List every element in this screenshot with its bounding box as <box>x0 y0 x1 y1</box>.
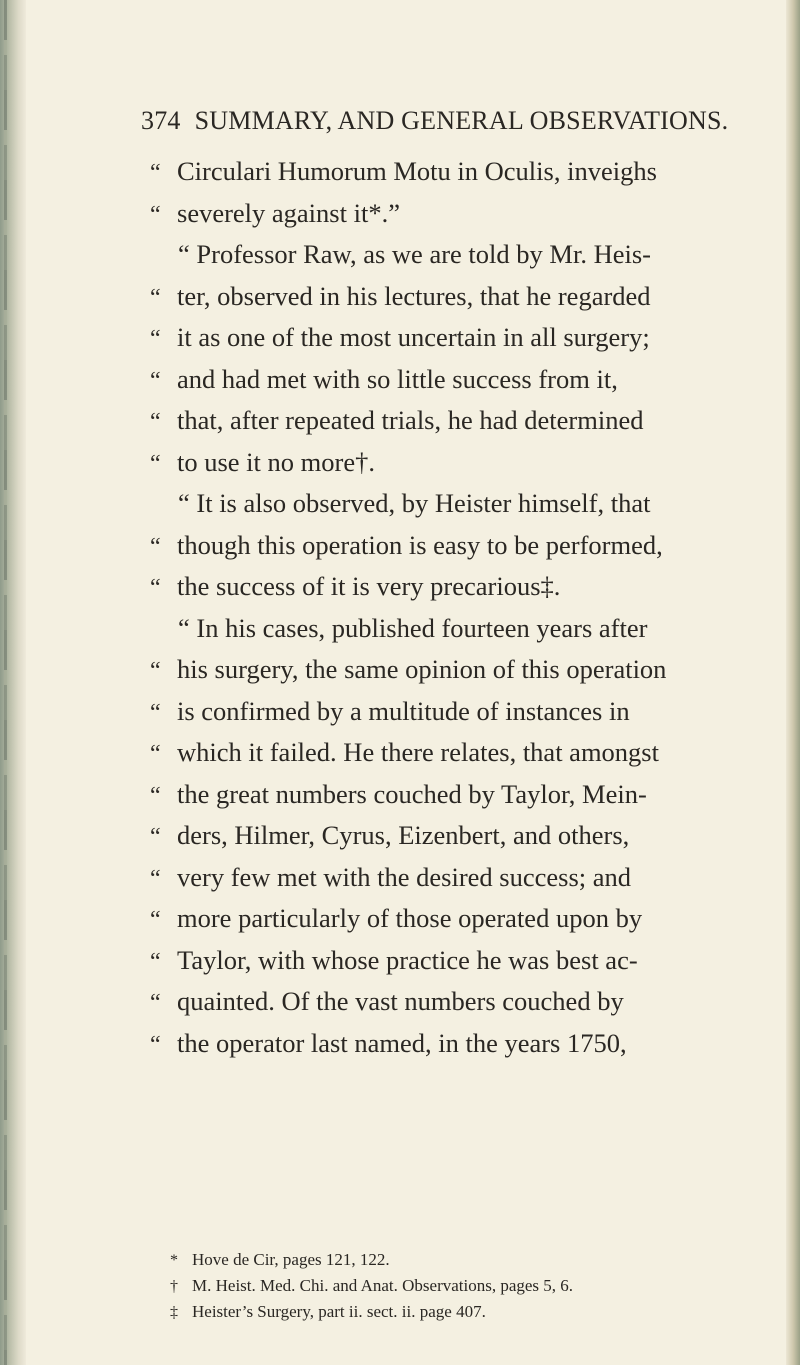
running-title: SUMMARY, AND GENERAL OBSERVATIONS. <box>194 106 729 135</box>
line-text: “ Professor Raw, as we are told by Mr. Heis- <box>178 239 651 269</box>
quote-mark: “ <box>150 450 161 477</box>
book-spine-shadow <box>0 0 26 1365</box>
text-line <box>150 774 770 816</box>
quote-mark: “ <box>150 284 161 311</box>
text-line <box>150 940 770 982</box>
quote-mark: “ <box>150 326 161 352</box>
quote-mark: “ <box>150 367 161 394</box>
quote-mark: “ <box>150 948 161 975</box>
text-line <box>150 1023 770 1065</box>
line-text: to use it no more†. <box>177 446 375 477</box>
quote-mark: “ <box>150 533 161 560</box>
text-line <box>150 525 770 567</box>
line-text: Taylor, with whose practice he was best ac- <box>177 944 638 975</box>
footnote <box>170 1273 770 1299</box>
line-text: though this operation is easy to be performed, <box>177 529 663 560</box>
text-line <box>150 691 770 733</box>
line-text: that, after repeated trials, he had determined <box>177 405 644 435</box>
footnote-mark: † <box>170 1278 178 1295</box>
text-line <box>150 649 770 691</box>
footnotes <box>170 1247 770 1325</box>
text-line <box>150 857 770 899</box>
text-line <box>150 317 770 359</box>
quote-mark: “ <box>150 699 161 726</box>
line-text: very few met with the desired success; and <box>177 861 632 892</box>
text-line <box>150 400 770 442</box>
line-text: ter, observed in his lectures, that he regarded <box>177 280 651 311</box>
text-line <box>150 898 770 940</box>
body-text <box>150 151 770 1064</box>
line-text: quainted. Of the vast numbers couched by <box>177 986 624 1016</box>
line-text: the success of it is very precarious‡. <box>177 571 561 601</box>
line-text: which it failed. He there relates, that amongst <box>177 737 659 767</box>
page-edge <box>786 0 800 1365</box>
text-line <box>150 732 770 774</box>
line-text: and had met with so little success from it, <box>177 363 618 394</box>
quote-mark: “ <box>150 160 161 186</box>
text-line <box>150 359 770 401</box>
quote-mark: “ <box>150 1031 161 1058</box>
quote-mark: “ <box>150 741 161 767</box>
text-line <box>150 566 770 608</box>
running-header <box>141 106 728 136</box>
quote-mark: “ <box>150 865 161 892</box>
quote-mark: “ <box>150 409 161 435</box>
line-text: his surgery, the same opinion of this operation <box>177 654 667 684</box>
line-text: severely against it*.” <box>177 197 400 228</box>
line-text: it as one of the most uncertain in all surgery; <box>177 322 650 352</box>
text-line <box>150 483 770 525</box>
quote-mark: “ <box>150 907 161 933</box>
text-line <box>150 234 770 276</box>
line-text: Circulari Humorum Motu in Oculis, inveighs <box>177 156 657 186</box>
text-line <box>150 193 770 235</box>
footnote <box>170 1299 770 1325</box>
text-line <box>150 442 770 484</box>
line-text: the operator last named, in the years 1750, <box>177 1027 627 1058</box>
line-text: “ In his cases, published fourteen years after <box>178 612 648 643</box>
line-text: “ It is also observed, by Heister himself, that <box>178 488 651 518</box>
text-line <box>150 981 770 1023</box>
footnote-mark: ‡ <box>170 1304 178 1321</box>
text-line <box>150 815 770 857</box>
page-number: 374 <box>141 106 181 135</box>
text-line <box>150 608 770 650</box>
quote-mark: “ <box>150 824 161 850</box>
quote-mark: “ <box>150 201 161 228</box>
footnote-text: Hove de Cir, pages 121, 122. <box>192 1250 390 1269</box>
footnote-text: Heister’s Surgery, part ii. sect. ii. page 407. <box>192 1302 486 1321</box>
quote-mark: “ <box>150 782 161 809</box>
line-text: is confirmed by a multitude of instances in <box>177 695 630 726</box>
footnote-text: M. Heist. Med. Chi. and Anat. Observations, pages 5, 6. <box>192 1276 574 1295</box>
line-text: ders, Hilmer, Cyrus, Eizenbert, and others, <box>177 820 630 850</box>
footnote-mark: * <box>170 1252 178 1269</box>
quote-mark: “ <box>150 575 161 601</box>
quote-mark: “ <box>150 658 161 684</box>
line-text: more particularly of those operated upon by <box>177 903 643 933</box>
footnote <box>170 1247 770 1273</box>
quote-mark: “ <box>150 990 161 1016</box>
line-text: the great numbers couched by Taylor, Mein- <box>177 778 647 809</box>
text-line <box>150 151 770 193</box>
text-line <box>150 276 770 318</box>
